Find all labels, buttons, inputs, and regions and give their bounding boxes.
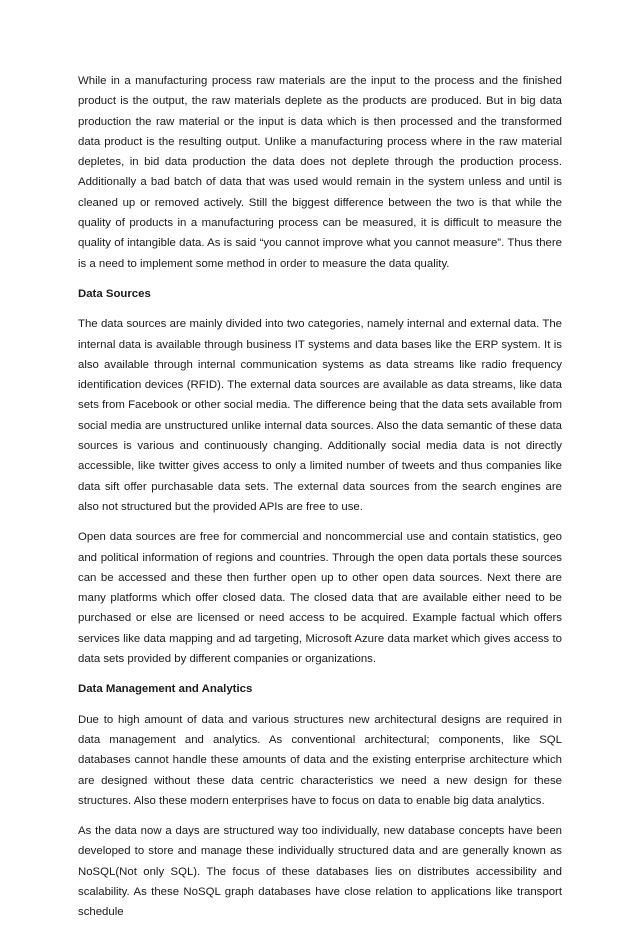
intro-paragraph: While in a manufacturing process raw materials are the input to the process and the finished product is the output, the raw materials deplete as the products are produced. But in big data production the raw material or the input is data which is then processed and the transformed data product is the resulting output. Unlike a manufacturing process where in the raw material depletes, in bid data production the data does not deplete through the production process. Additionally a bad batch of data that was used would remain in the system unless and until is cleaned up or removed actively. Still the biggest difference between the two is that while the quality of products in a manufacturing process can be measured, it is difficult to measure the quality of intangible data. As is said “you cannot improve what you cannot measure”. Thus there is a need to implement some method in order to measure the data quality. [78,75,562,270]
data-management-heading: Data Management and Analytics [78,683,253,696]
data-sources-paragraph-1: The data sources are mainly divided into two categories, namely internal and external data. The internal data is available through business IT systems and data bases like the ERP system. It is also available through internal communication systems as data streams like radio frequency identification devices (RFID). The external data sources are available as data streams, like data sets from Facebook or other social media. The difference being that the data sets available from social media are unstructured unlike internal data sources. Also the data semantic of these data sources is various and continuously changing. Additionally social media data is not directly accessible, like twitter gives access to only a limited number of tweets and thus companies like data sift offer purchasable data sets. The external data sources from the search engines are also not structured but the provided APIs are free to use. [78,318,562,513]
data-management-paragraph-2: As the data now a days are structured way too individually, new database concepts have been developed to store and manage these individually structured data and are generally known as NoSQL(Not only SQL). The focus of these databases lies on distributes accessibility and scalability. As these NoSQL graph databases have close relation to applications like transport schedule [78,825,562,919]
data-sources-heading: Data Sources [78,287,151,300]
data-management-paragraph-1: Due to high amount of data and various structures new architectural designs are required in data management and analytics. As conventional architectural; components, like SQL databases cannot handle these amounts of data and the existing enterprise architecture which are designed without these data centric characteristics we need a new design for these structures. Also these modern enterprises have to focus on data to enable big data analytics. [78,713,562,807]
data-sources-paragraph-2: Open data sources are free for commercial and noncommercial use and contain statistics, geo and political information of regions and countries. Through the open data portals these sources can be accessed and these then further open up to other open data sources. Next there are many platforms which offer closed data. The closed data that are available either need to be purchased or else are licensed or need access to be acquired. Example factual which offers services like data mapping and ad targeting, Microsoft Azure data market which gives access to data sets provided by different companies or organizations. [78,531,562,666]
document-page [78,71,562,933]
